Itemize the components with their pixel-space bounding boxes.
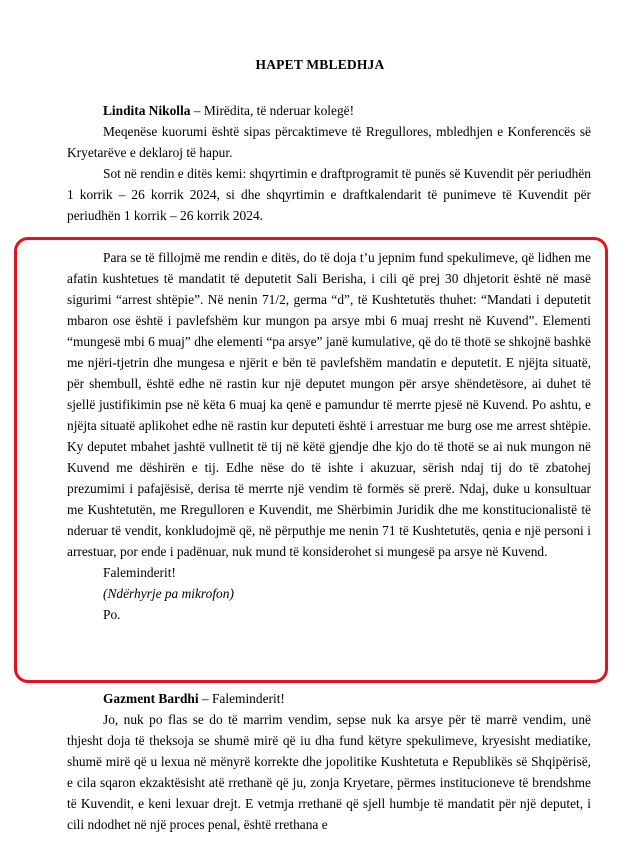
highlight-box [14, 237, 608, 683]
greeting-text: – Mirëdita, të nderuar kolegë! [190, 103, 355, 118]
response-paragraph: Jo, nuk po flas se do të marrim vendim, sepse nuk ka arsye për të marrë vendim, unë thjesht doja të theksoja se shumë mirë që iu dha fund këtyre spekulimeve, kryesisht mediatike, shumë mirë që u lexua në mënyrë korrekte dhe jopolitike Kushtetuta e Republikës së Shqipërisë, e cila sqaron ekzaktësisht atë rrethanë që ju, zonja Kryetare, përmes institucioneve të brendshme të Kuvendit, e keni lexuar drejt. E vetmja rrethanë që sjell humbje të mandatit për një deputet, i cili ndodhet në një proces penal, është rrethana e [67, 712, 591, 832]
po-text: Po. [103, 607, 121, 622]
intro-greeting-paragraph [67, 100, 591, 121]
greeting-text: – Faleminderit! [198, 691, 285, 706]
speaker-name: Lindita Nikolla [103, 103, 191, 118]
intro-block [67, 100, 591, 226]
section-title: HAPET MBLEDHJA [255, 57, 385, 72]
thanks-text: Faleminderit! [103, 565, 176, 580]
agenda-paragraph: Sot në rendin e ditës kemi: shqyrtimin e draftprogramit të punës së Kuvendit për periudhën 1 korrik – 26 korrik 2024, si dhe shqyrtimin e draftkalendarit të punimeve të Kuvendit për periudhën 1 korrik – 26 korrik 2024. [67, 166, 591, 223]
interjection-text: (Ndërhyrje pa mikrofon) [103, 586, 234, 601]
speaker-name: Gazment Bardhi [103, 691, 199, 706]
quorum-paragraph: Meqenëse kuorumi është sipas përcaktimeve të Rregullores, mbledhjen e Konferencës së Kryetarëve e deklaroj të hapur. [67, 124, 591, 160]
mandate-paragraph: Para se të fillojmë me rendin e ditës, do të doja t’u jepnim fund spekulimeve, që lidhen me afatin kushtetues të mandatit të deputetit Sali Berisha, i cili që prej 30 dhjetorit është në masë sigurimi “arrest shtëpie”. Në nenin 71/2, germa “d”, të Kushtetutës thuhet: “Mandati i deputetit mbaron ose është i pavlefshëm kur mungon pa arsye mbi 6 muaj rresht në Kuvend”. Elementi “mungesë mbi 6 muaj” dhe elementi “pa arsye” janë kumulative, që do të thotë se shkojnë bashkë me njëri-tjetrin dhe mungesa e njërit e bën të pavlefshëm mandatin e deputetit. E njëjta situatë, për shembull, është edhe në rastin kur një deputet mungon për arsye shëndetësore, ai duhet të sjellë justifikimin pse në këta 6 muaj ka qenë e pamundur të merrte pjesë në Kuvend. Po ashtu, e njëjta situatë aplikohet edhe në rastin kur deputeti është i arrestuar me burg ose me arrest shtëpie. Ky deputet mbahet jashtë vullnetit të tij në këtë gjendje dhe kjo do të thotë se ai nuk mungon në Kuvend me dëshirën e tij. Edhe nëse do të ishte i akuzuar, sërish ndaj tij do të zbatohej prezumimi i pafajësisë, derisa të merrte një vendim të formës së prerë. Ndaj, duke u konsultuar me Kushtetutën, me Rregulloren e Kuvendit, me Shërbimin Juridik dhe me konstitucionalistë të nderuar të vendit, konkludojmë që, në përputhje me nenin 71 të Kushtetutës, qenia e një personi i arrestuar, por ende i padënuar, nuk mund të konsiderohet si mungesë pa arsye në Kuvend. [67, 250, 591, 559]
next-speaker-block [67, 688, 591, 835]
next-greeting-paragraph [67, 688, 591, 709]
